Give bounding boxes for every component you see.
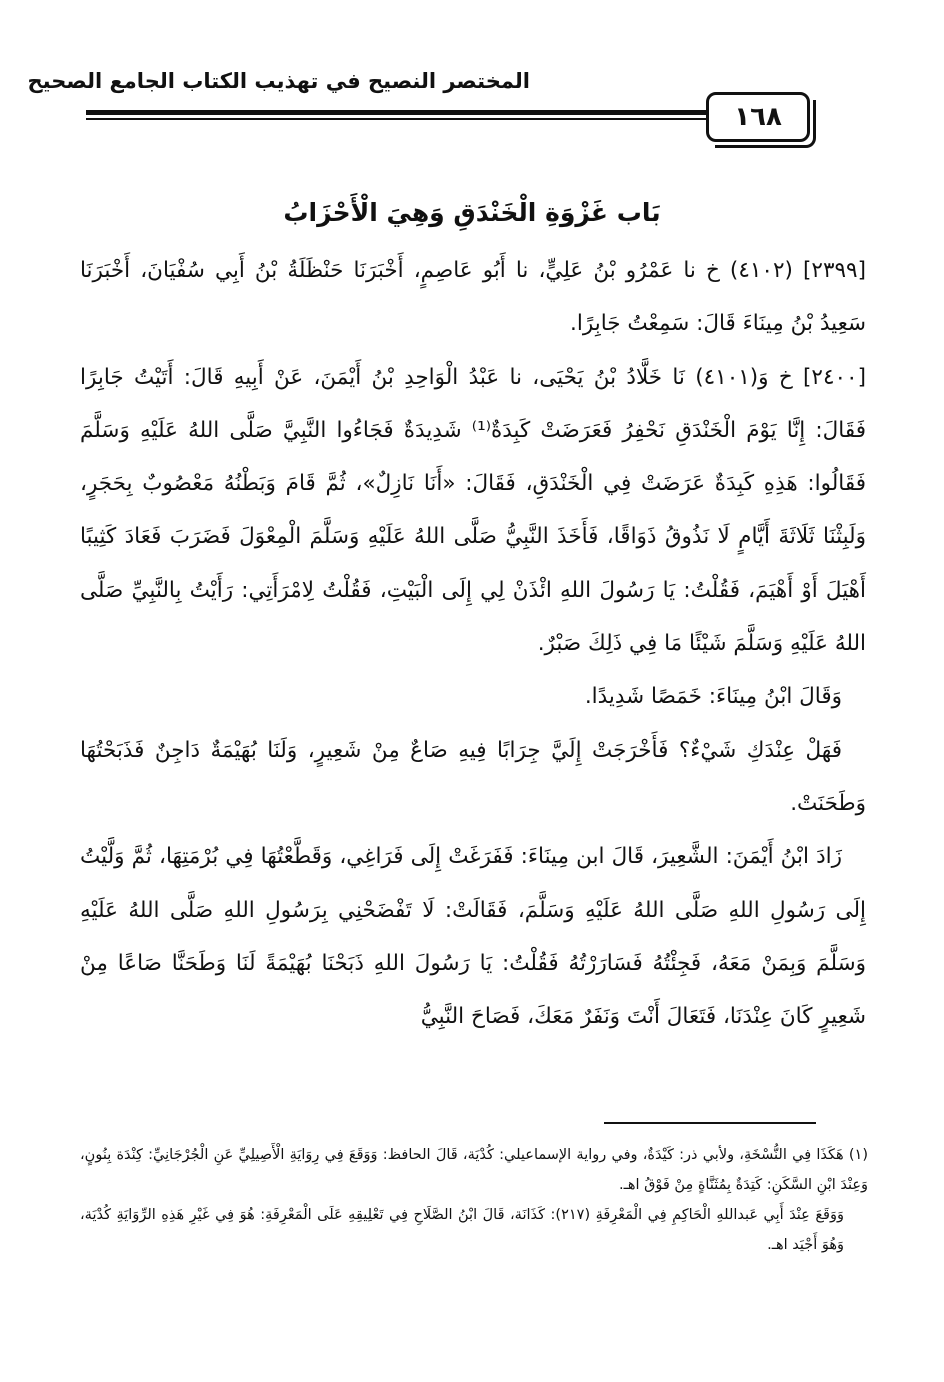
paragraph-ibn-mina: وَقَالَ ابْنُ مِينَاءَ: خَمَصًا شَدِيدًا.	[584, 684, 842, 710]
paragraph-hadith-2399: [٢٣٩٩] (٤١٠٢) خ نا عَمْرُو بْنُ عَلِيٍّ، نا أَبُو عَاصِمٍ، أَخْبَرَنَا حَنْظَلَةُ بْنُ أَبِي سُفْيَانَ، أَخْبَرَنَا سَعِيدُ بْنُ مِينَاءَ قَالَ: سَمِعْتُ جَابِرًا.	[80, 258, 866, 337]
main-text	[80, 244, 866, 1043]
footnote-1: (١) هَكَذَا فِي النُّسْخَةِ، ولأبي ذر: كَيْدَةٌ، وفي رواية الإسماعيلي: كُدْيَة، قَالَ الحافظ: وَوَقَعَ فِي رِوَايَةِ الْأَصِيلِيِّ عَنِ الْجُرْجَانِيِّ: كِنْدَة بِنُونٍ، وَعِنْدَ ابْنِ السَّكَنِ: كَتِدَةٌ بِمُثَنَّاةٍ مِنْ فَوْقُ اهـ.	[80, 1147, 868, 1193]
page-number-text: ١٦٨	[734, 102, 782, 132]
page-number	[706, 92, 810, 142]
chapter-title: بَاب غَزْوَةِ الْخَنْدَقِ وَهِيَ الْأَحْزَابُ	[283, 198, 661, 227]
paragraph-continuation: فَهَلْ عِنْدَكِ شَيْءٌ؟ فَأَخْرَجَتْ إِلَيَّ جِرَابًا فِيهِ صَاعٌ مِنْ شَعِيرٍ، وَلَنَا بُهَيْمَةٌ دَاجِنٌ فَذَبَحْتُهَا وَطَحَنَتْ.	[80, 737, 866, 816]
footnotes	[80, 1140, 868, 1260]
footnote-separator	[604, 1122, 816, 1124]
paragraph-ibn-ayman: زَادَ ابْنُ أَيْمَنَ: الشَّعِيرَ، قَالَ ابن مِينَاءَ: فَفَرَغَتْ إِلَى فَرَاغِي، وَقَطَّعْتُهَا فِي بُرْمَتِهَا، ثُمَّ وَلَّيْتُ إِلَى رَسُولِ اللهِ صَلَّى اللهُ عَلَيْهِ وَسَلَّمَ، فَقَالَتْ: لَا تَفْضَحْنِي بِرَسُولِ اللهِ صَلَّى اللهُ عَلَيْهِ وَسَلَّمَ وَبِمَنْ مَعَهُ، فَجِئْتُهُ فَسَارَرْتُهُ فَقُلْتُ: يَا رَسُولَ اللهِ ذَبَحْنَا بُهَيْمَةً لَنَا وَطَحَنَّا صَاعًا مِنْ شَعِيرٍ كَانَ عِنْدَنَا، فَتَعَالَ أَنْتَ وَنَفَرٌ مَعَكَ، فَصَاحَ النَّبِيُّ	[80, 844, 866, 1030]
footnote-1-continued: وَوَقَعَ عِنْدَ أَبِي عَبداللهِ الْحَاكِمِ فِي الْمَعْرِفَةِ (٢١٧): كَذَانَة، قَالَ ابْنُ الصَّلَاحِ فِي تَعْلِيقِهِ عَلَى الْمَعْرِفَةِ: هُوَ فِي غَيْرِ هَذِهِ الرِّوَايَةِ كُدْيَة، وَهُوَ أَجْيَد اهـ.	[80, 1207, 844, 1253]
header-rule-thin	[86, 118, 706, 120]
running-title: المختصر النصيح في تهذيب الكتاب الجامع الصحيح	[27, 69, 530, 93]
header-rule-thick	[86, 110, 706, 115]
paragraph-hadith-2400: [٢٤٠٠] خ وَ(٤١٠١) نَا خَلَّادُ بْنُ يَحْيَى، نا عَبْدُ الْوَاحِدِ بْنُ أَيْمَنَ، عَنْ أَبِيهِ قَالَ: أَتَيْتُ جَابِرًا فَقَالَ: إِنَّا يَوْمَ الْخَنْدَقِ نَحْفِرُ فَعَرَضَتْ كَبِدَةٌ⁽¹⁾ شَدِيدَةٌ فَجَاءُوا النَّبِيَّ صَلَّى اللهُ عَلَيْهِ وَسَلَّمَ فَقَالُوا: هَذِهِ كَبِدَةٌ عَرَضَتْ فِي الْخَنْدَقِ، فَقَالَ: «أَنَا نَازِلٌ»، ثُمَّ قَامَ وَبَطْنُهُ مَعْصُوبٌ بِحَجَرٍ، وَلَبِثْنَا ثَلَاثَةَ أَيَّامٍ لَا نَذُوقُ ذَوَاقًا، فَأَخَذَ النَّبِيُّ صَلَّى اللهُ عَلَيْهِ وَسَلَّمَ الْمِعْوَلَ فَضَرَبَ فَعَادَ كَثِيبًا أَهْيَلَ أَوْ أَهْيَمَ، فَقُلْتُ: يَا رَسُولَ اللهِ ائْذَنْ لِي إِلَى الْبَيْتِ، فَقُلْتُ لِامْرَأَتِي: رَأَيْتُ بِالنَّبِيِّ صَلَّى اللهُ عَلَيْهِ وَسَلَّمَ شَيْئًا مَا فِي ذَلِكَ صَبْرٌ.	[80, 364, 866, 657]
